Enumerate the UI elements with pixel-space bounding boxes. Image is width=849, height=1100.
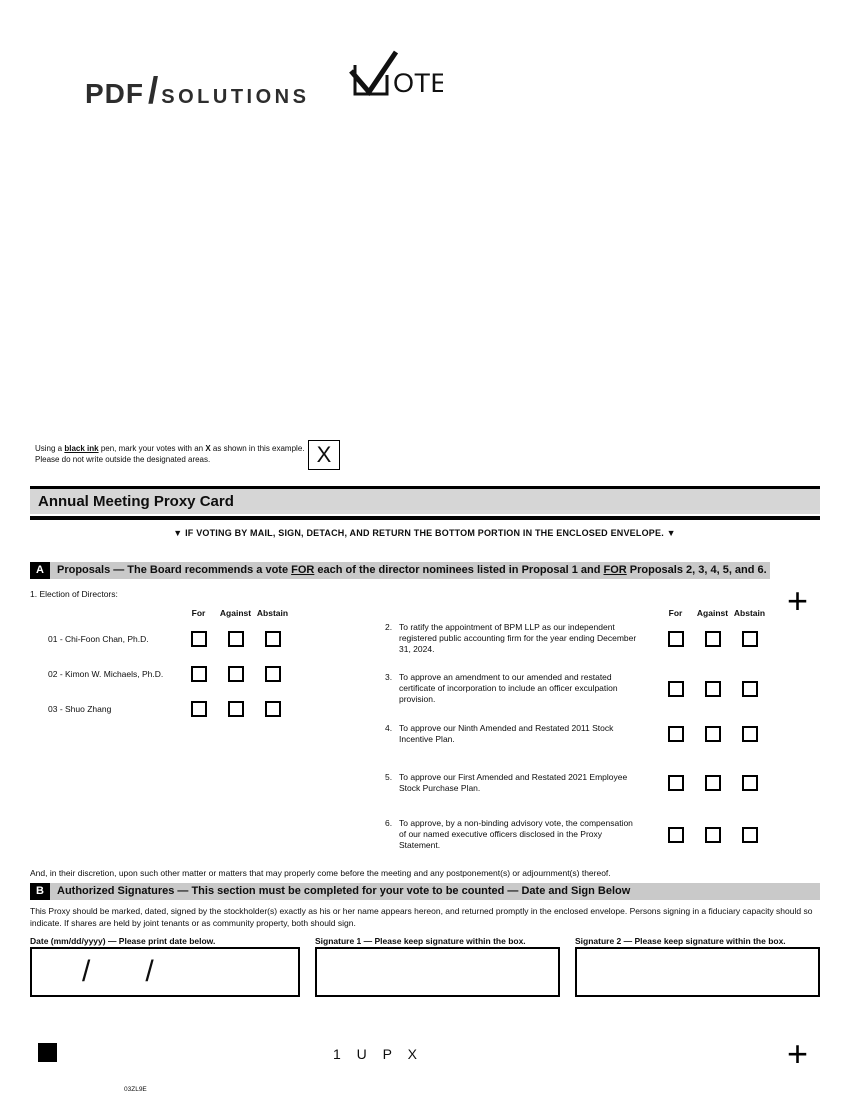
logo-pdf-text: PDF bbox=[85, 78, 144, 109]
x-mark-emphasis: X bbox=[205, 444, 211, 453]
column-header-against: Against bbox=[696, 608, 729, 618]
director-row-01 bbox=[30, 621, 320, 656]
checkbox-cell bbox=[694, 681, 731, 697]
checkbox-proposal-2-against[interactable] bbox=[705, 631, 721, 647]
proposal-5-text bbox=[385, 772, 657, 794]
section-a-badge: A bbox=[30, 562, 50, 579]
checkbox-cell bbox=[657, 775, 694, 791]
logo-slash: / bbox=[148, 70, 159, 111]
director-name-03: 03 - Shuo Zhang bbox=[48, 703, 112, 714]
vote-logo bbox=[348, 48, 443, 105]
checkbox-cell bbox=[694, 775, 731, 791]
checkbox-proposal-3-against[interactable] bbox=[705, 681, 721, 697]
proposal-2-body: To ratify the appointment of BPM LLP as our independent registered public accounting firm for the year ending December 31, 2024. bbox=[399, 622, 637, 654]
pdf-solutions-logo bbox=[85, 70, 309, 112]
proposal-row-3 bbox=[385, 672, 781, 705]
checkbox-proposal-2-abstain[interactable] bbox=[742, 631, 758, 647]
checkbox-cell bbox=[217, 701, 254, 717]
checkbox-cell bbox=[657, 631, 694, 647]
checkbox-proposal-2-for[interactable] bbox=[668, 631, 684, 647]
proposal-row-6 bbox=[385, 818, 781, 851]
checkbox-cell bbox=[217, 631, 254, 647]
checkbox-cell bbox=[254, 631, 291, 647]
signature1-input-box[interactable] bbox=[315, 947, 560, 997]
date-input-box[interactable] bbox=[30, 947, 300, 997]
column-header-for: For bbox=[191, 608, 206, 618]
proposal-row-2 bbox=[385, 622, 781, 655]
checkbox-cell bbox=[657, 827, 694, 843]
footer-code: 1 U P X bbox=[333, 1046, 423, 1062]
checkbox-cell bbox=[694, 631, 731, 647]
vote-check-icon bbox=[348, 48, 443, 100]
director-votes-table bbox=[30, 608, 320, 726]
proposal-5-number: 5. bbox=[385, 772, 393, 782]
checkbox-proposal-4-for[interactable] bbox=[668, 726, 684, 742]
checkbox-director-02-for[interactable] bbox=[191, 666, 207, 682]
checkbox-cell bbox=[694, 726, 731, 742]
checkbox-proposal-3-for[interactable] bbox=[668, 681, 684, 697]
registration-plus-bottom: + bbox=[787, 1033, 809, 1074]
proposal-4-number: 4. bbox=[385, 723, 393, 733]
proposal-6-body: To approve, by a non-binding advisory vote, the compensation of our named executive officers disclosed in the Proxy Statement. bbox=[399, 818, 633, 850]
date-label: Date (mm/dd/yyyy) — Please print date below. bbox=[30, 936, 216, 946]
for-emphasis-2: FOR bbox=[603, 564, 627, 576]
checkbox-cell bbox=[731, 775, 768, 791]
column-header-for: For bbox=[668, 608, 683, 618]
proposal-row-5 bbox=[385, 772, 781, 794]
proposal-2-number: 2. bbox=[385, 622, 393, 632]
date-slash-1: / bbox=[82, 955, 91, 988]
proposals-votes-table bbox=[385, 608, 781, 868]
checkbox-cell bbox=[731, 631, 768, 647]
proposal-2-text bbox=[385, 622, 657, 655]
checkbox-cell bbox=[694, 827, 731, 843]
proposal-6-text bbox=[385, 818, 657, 851]
checkbox-cell bbox=[657, 681, 694, 697]
proposal-3-text bbox=[385, 672, 657, 705]
checkbox-director-02-against[interactable] bbox=[228, 666, 244, 682]
checkbox-director-02-abstain[interactable] bbox=[265, 666, 281, 682]
example-mark: X bbox=[316, 442, 332, 467]
proposal-5-body: To approve our First Amended and Restated 2021 Employee Stock Purchase Plan. bbox=[399, 772, 628, 793]
checkbox-proposal-6-against[interactable] bbox=[705, 827, 721, 843]
title-bar bbox=[30, 486, 820, 520]
signature2-label: Signature 2 — Please keep signature within the box. bbox=[575, 936, 786, 946]
checkbox-director-01-for[interactable] bbox=[191, 631, 207, 647]
section-b-title: Authorized Signatures — This section must be completed for your vote to be counted — Date and Sign Below bbox=[50, 883, 820, 900]
marking-instructions-line2: Please do not write outside the designated areas. bbox=[35, 455, 211, 464]
checkbox-cell bbox=[731, 681, 768, 697]
checkbox-proposal-3-abstain[interactable] bbox=[742, 681, 758, 697]
form-code: 03ZL9E bbox=[124, 1086, 147, 1093]
checkbox-cell bbox=[217, 666, 254, 682]
checkbox-proposal-5-abstain[interactable] bbox=[742, 775, 758, 791]
column-header-against: Against bbox=[219, 608, 252, 618]
scanner-alignment-square bbox=[38, 1043, 57, 1062]
checkbox-cell bbox=[731, 726, 768, 742]
section-a-header bbox=[30, 562, 770, 579]
black-ink-emphasis: black ink bbox=[64, 444, 99, 453]
proposal-3-number: 3. bbox=[385, 672, 393, 682]
discretion-text: And, in their discretion, upon such other matter or matters that may properly come before the meeting and any postponement(s) or adjournment(s) thereof. bbox=[30, 868, 611, 878]
for-emphasis-1: FOR bbox=[291, 564, 315, 576]
proxy-card-title: Annual Meeting Proxy Card bbox=[30, 489, 820, 514]
proposal-row-4 bbox=[385, 723, 781, 745]
proposal-3-body: To approve an amendment to our amended and restated certificate of incorporation to include an officer exculpation provision. bbox=[399, 672, 618, 704]
section-b-header bbox=[30, 883, 820, 900]
checkbox-proposal-6-for[interactable] bbox=[668, 827, 684, 843]
rule-bottom bbox=[30, 516, 820, 520]
marking-instructions-line1: Using a black ink pen, mark your votes with an X as shown in this example. bbox=[35, 444, 305, 453]
checkbox-cell bbox=[731, 827, 768, 843]
checkbox-cell bbox=[657, 726, 694, 742]
marking-instructions bbox=[35, 443, 315, 465]
checkbox-director-03-against[interactable] bbox=[228, 701, 244, 717]
vote-suffix-text: OTE bbox=[393, 68, 443, 98]
column-header-abstain: Abstain bbox=[733, 608, 766, 618]
director-name-02: 02 - Kimon W. Michaels, Ph.D. bbox=[48, 668, 164, 679]
proposals-column-headers bbox=[385, 608, 781, 621]
checkbox-proposal-4-abstain[interactable] bbox=[742, 726, 758, 742]
director-row-03 bbox=[30, 691, 320, 726]
checkbox-proposal-6-abstain[interactable] bbox=[742, 827, 758, 843]
section-a-title: Proposals — The Board recommends a vote FOR each of the director nominees listed in Proposal 1 and FOR Proposals 2, 3, 4, 5, and 6. bbox=[50, 562, 770, 579]
checkbox-director-01-against[interactable] bbox=[228, 631, 244, 647]
checkbox-cell bbox=[180, 701, 217, 717]
checkbox-proposal-4-against[interactable] bbox=[705, 726, 721, 742]
column-header-abstain: Abstain bbox=[256, 608, 289, 618]
proposal-6-number: 6. bbox=[385, 818, 393, 828]
example-mark-box bbox=[308, 440, 340, 470]
director-name-01: 01 - Chi-Foon Chan, Ph.D. bbox=[48, 633, 149, 644]
registration-plus-top: + bbox=[787, 580, 809, 621]
section-b-badge: B bbox=[30, 883, 50, 900]
checkbox-director-03-abstain[interactable] bbox=[265, 701, 281, 717]
proposal-4-body: To approve our Ninth Amended and Restated 2011 Stock Incentive Plan. bbox=[399, 723, 614, 744]
mail-instruction: ▼ IF VOTING BY MAIL, SIGN, DETACH, AND RETURN THE BOTTOM PORTION IN THE ENCLOSED ENVELOPE. ▼ bbox=[173, 528, 676, 538]
logo-solutions-text: SOLUTIONS bbox=[161, 86, 310, 108]
proposal-4-text bbox=[385, 723, 657, 745]
director-column-headers bbox=[30, 608, 320, 621]
checkbox-cell bbox=[254, 701, 291, 717]
checkbox-cell bbox=[180, 631, 217, 647]
signature-instructions: This Proxy should be marked, dated, signed by the stockholder(s) exactly as his or her name appears hereon, and returned promptly in the enclosed envelope. Persons signing in a fiduciary capacity should so indicate. If shares are held by joint tenants or as community property, both should sign. bbox=[30, 906, 813, 928]
checkbox-director-03-for[interactable] bbox=[191, 701, 207, 717]
checkbox-proposal-5-for[interactable] bbox=[668, 775, 684, 791]
director-row-02 bbox=[30, 656, 320, 691]
checkbox-director-01-abstain[interactable] bbox=[265, 631, 281, 647]
signature2-input-box[interactable] bbox=[575, 947, 820, 997]
checkbox-proposal-5-against[interactable] bbox=[705, 775, 721, 791]
date-slash-2: / bbox=[145, 955, 154, 988]
checkbox-cell bbox=[180, 666, 217, 682]
election-heading: 1. Election of Directors: bbox=[30, 589, 118, 599]
signature1-label: Signature 1 — Please keep signature within the box. bbox=[315, 936, 526, 946]
checkbox-cell bbox=[254, 666, 291, 682]
